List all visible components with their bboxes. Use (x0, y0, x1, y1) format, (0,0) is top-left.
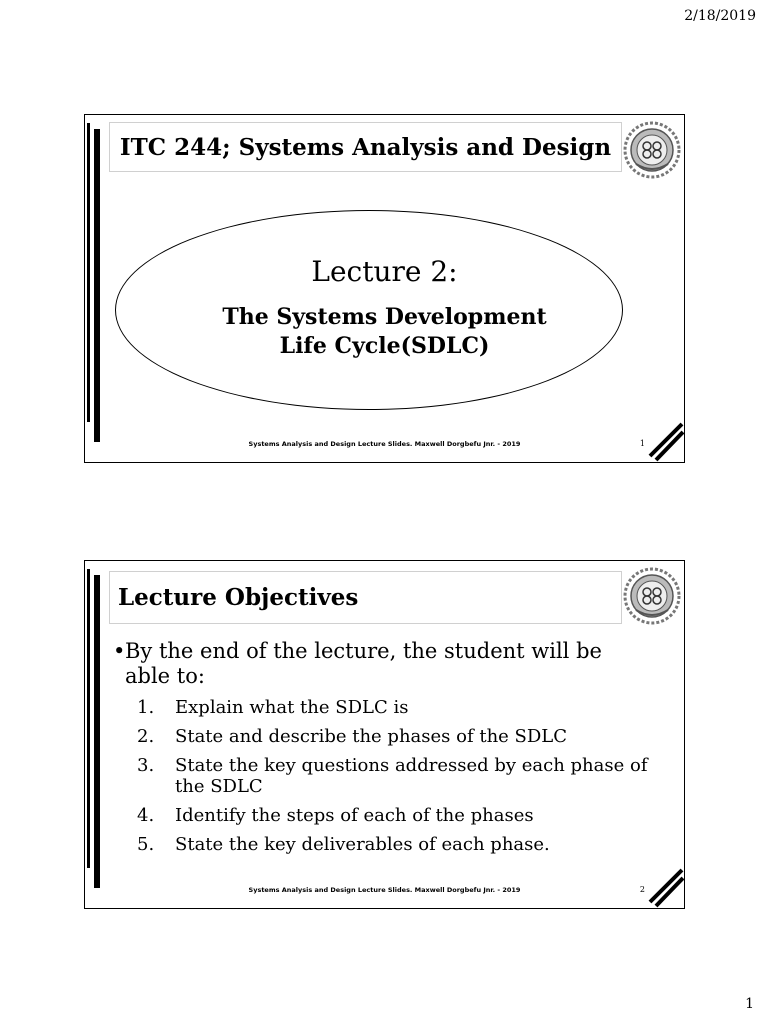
slide-title-box (109, 571, 622, 624)
objective-item (137, 697, 657, 718)
objective-text: State the key questions addressed by each phase of the SDLC (175, 755, 648, 797)
university-seal-icon (622, 566, 682, 626)
slide-2 (84, 560, 685, 909)
objective-number: 1. (137, 697, 155, 718)
corner-slash-decoration (646, 868, 684, 908)
slide-left-bar-thin (87, 569, 90, 868)
objective-number: 2. (137, 726, 155, 747)
lecture-subtitle-line-1: The Systems Development (222, 304, 547, 330)
objective-text: Explain what the SDLC is (175, 697, 409, 718)
lecture-number: Lecture 2: (311, 255, 458, 288)
objectives-intro-bullet (113, 639, 653, 689)
objective-number: 3. (137, 755, 155, 776)
objective-item (137, 834, 657, 855)
objective-number: 4. (137, 805, 155, 826)
slide-title-box (109, 122, 622, 172)
objective-item (137, 755, 657, 797)
bullet-text: By the end of the lecture, the student will be able to: (125, 639, 602, 688)
objective-number: 5. (137, 834, 155, 855)
slide-footer: Systems Analysis and Design Lecture Slides. Maxwell Dorgbefu Jnr. - 2019 (248, 886, 521, 894)
slide-title: Lecture Objectives (118, 584, 359, 611)
page-date: 2/18/2019 (684, 8, 756, 24)
corner-slash-decoration (646, 422, 684, 462)
university-seal-icon (622, 120, 682, 180)
slide-number: 1 (639, 439, 645, 448)
objective-text: Identify the steps of each of the phases (175, 805, 534, 826)
lecture-subtitle-line-2: Life Cycle(SDLC) (279, 333, 490, 359)
objective-item (137, 805, 657, 826)
objective-item (137, 726, 657, 747)
objective-text: State the key deliverables of each phase. (175, 834, 550, 855)
bullet-dot: • (113, 639, 126, 663)
slide-1 (84, 114, 685, 463)
slide-footer: Systems Analysis and Design Lecture Slides. Maxwell Dorgbefu Jnr. - 2019 (248, 440, 521, 448)
objective-text: State and describe the phases of the SDLC (175, 726, 568, 747)
slide-title: ITC 244; Systems Analysis and Design (119, 133, 612, 161)
lecture-subtitle (85, 303, 684, 361)
slide-number: 2 (639, 885, 645, 894)
page-number: 1 (745, 996, 754, 1012)
objectives-list (137, 697, 657, 863)
slide-left-bar-thick (94, 575, 100, 888)
